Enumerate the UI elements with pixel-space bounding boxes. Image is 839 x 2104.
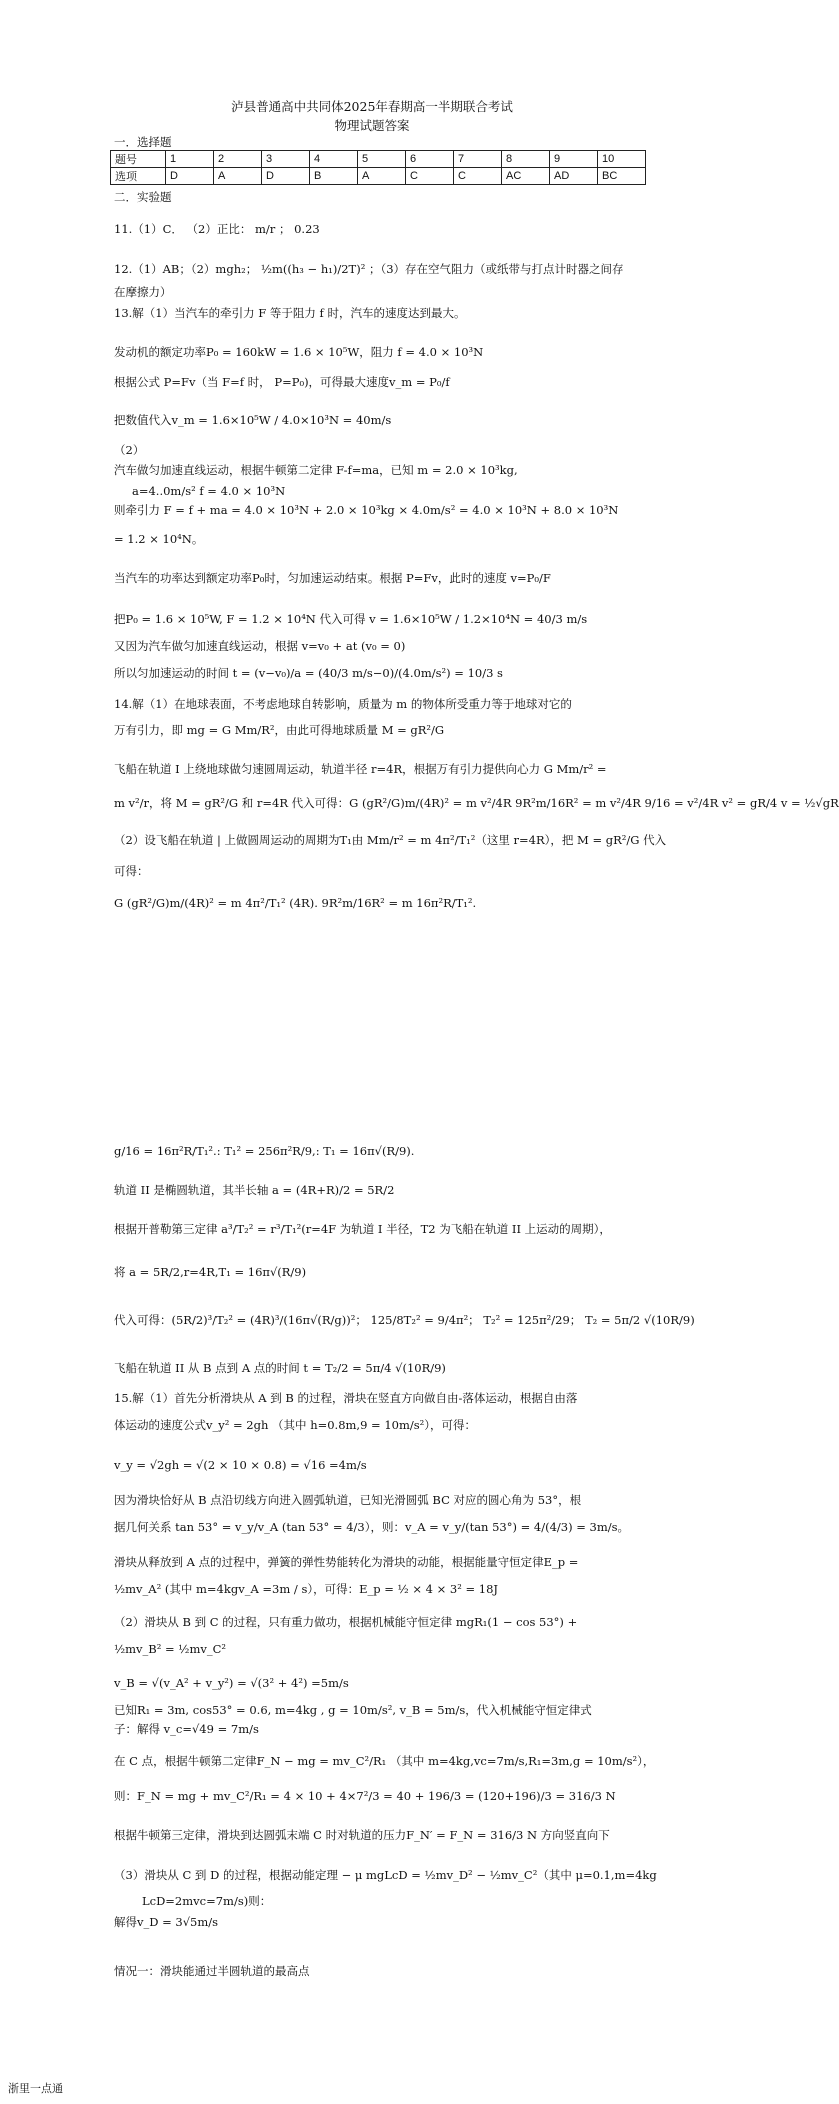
text-line: m v²/r，将 M = gR²/G 和 r=4R 代入可得：G (gR²/G)m/(4R)² = m v²/4R 9R²m/16R² = m v²/4R 9/16 = v²/4R v² = gR/4 v = ½√gR: [114, 796, 839, 810]
text-line: 在 C 点，根据牛顿第二定律F_N − mg = mv_C²/R₁ （其中 m=4kg,vc=7m/s,R₁=3m,g = 10m/s²），: [114, 1754, 655, 1768]
table-cell: 9: [550, 151, 598, 168]
text-line: 根据牛顿第三定律，滑块到达圆弧末端 C 时对轨道的压力F_N′ = F_N = 316/3 N 方向竖直向下: [114, 1828, 610, 1842]
table-cell: 5: [358, 151, 406, 168]
text-line: 飞船在轨道 II 从 B 点到 A 点的时间 t = T₂/2 = 5π/4 √(10R/9): [114, 1361, 446, 1375]
text-line: （2）滑块从 B 到 C 的过程，只有重力做功，根据机械能守恒定律 mgR₁(1 − cos 53°) +: [114, 1615, 578, 1629]
text-line: 11.（1）C． （2）正比： m/r ； 0.23: [114, 222, 320, 236]
table-cell: A: [214, 168, 262, 185]
text-line: a=4..0m/s² f = 4.0 × 10³N: [132, 484, 286, 498]
text-line: （2）设飞船在轨道 | 上做圆周运动的周期为T₁由 Mm/r² = m 4π²/T₁²（这里 r=4R），把 M = gR²/G 代入: [114, 833, 667, 847]
text-line: 子：解得 v_c=√49 = 7m/s: [114, 1722, 259, 1736]
text-line: v_B = √(v_A² + v_y²) = √(3² + 4²) =5m/s: [114, 1676, 349, 1690]
table-cell: BC: [598, 168, 646, 185]
text-line: 发动机的额定功率P₀ = 160kW = 1.6 × 10⁵W，阻力 f = 4.0 × 10³N: [114, 345, 484, 359]
text-line: 据几何关系 tan 53° = v_y/v_A (tan 53° = 4/3），则：v_A = v_y/(tan 53°) = 4/(4/3) = 3m/s。: [114, 1520, 630, 1534]
text-line: 情况一：滑块能通过半圆轨道的最高点: [114, 1964, 310, 1978]
text-line: 在摩擦力）: [114, 285, 172, 299]
section-heading-choice: 一．选择题: [114, 135, 172, 149]
text-line: G (gR²/G)m/(4R)² = m 4π²/T₁² (4R). 9R²m/16R² = m 16π²R/T₁².: [114, 896, 477, 910]
table-cell: C: [406, 168, 454, 185]
text-line: 则：F_N = mg + mv_C²/R₁ = 4 × 10 + 4×7²/3 = 40 + 196/3 = (120+196)/3 = 316/3 N: [114, 1789, 616, 1803]
table-cell: 题号: [111, 151, 166, 168]
table-cell: D: [166, 168, 214, 185]
table-cell: 4: [310, 151, 358, 168]
text-line: 汽车做匀加速直线运动，根据牛顿第二定律 F-f=ma，已知 m = 2.0 × 10³kg,: [114, 463, 518, 477]
text-line: ½mv_B² = ½mv_C²: [114, 1642, 227, 1656]
page-subtitle: 物理试题答案: [334, 118, 410, 133]
text-line: 所以匀加速运动的时间 t = (v−v₀)/a = (40/3 m/s−0)/(4.0m/s²) = 10/3 s: [114, 666, 503, 680]
page-title: 泸县普通高中共同体2025年春期高一半期联合考试: [231, 99, 513, 114]
text-line: 万有引力，即 mg = G Mm/R²，由此可得地球质量 M = gR²/G: [114, 723, 445, 737]
text-line: 根据开普勒第三定律 a³/T₂² = r³/T₁²(r=4F 为轨道 I 半径，T2 为飞船在轨道 II 上运动的周期），: [114, 1222, 611, 1236]
text-line: 把P₀ = 1.6 × 10⁵W, F = 1.2 × 10⁴N 代入可得 v = 1.6×10⁵W / 1.2×10⁴N = 40/3 m/s: [114, 612, 588, 626]
text-line: 体运动的速度公式v_y² = 2gh （其中 h=0.8m,9 = 10m/s²），可得：: [114, 1418, 477, 1432]
text-line: = 1.2 × 10⁴N。: [114, 532, 204, 546]
table-cell: AD: [550, 168, 598, 185]
text-line: （2）: [114, 443, 145, 457]
footer-watermark: 浙里一点通: [8, 2082, 63, 2095]
table-cell: 7: [454, 151, 502, 168]
text-line: 13.解（1）当汽车的牵引力 F 等于阻力 f 时，汽车的速度达到最大。: [114, 306, 466, 320]
table-cell: 8: [502, 151, 550, 168]
table-cell: A: [358, 168, 406, 185]
text-line: 12.（1）AB；（2）mgh₂； ½m((h₃ − h₁)/2T)² ；（3）存在空气阻力（或纸带与打点计时器之间存: [114, 262, 624, 276]
text-line: 14.解（1）在地球表面，不考虑地球自转影响，质量为 m 的物体所受重力等于地球对它的: [114, 697, 572, 711]
text-line: ½mv_A² (其中 m=4kgv_A =3m / s），可得：E_p = ½ × 4 × 3² = 18J: [114, 1582, 499, 1596]
section-heading-experiment: 二．实验题: [114, 190, 172, 204]
text-line: 根据公式 P=Fv（当 F=f 时， P=P₀)，可得最大速度v_m = P₀/f: [114, 375, 450, 389]
table-cell: C: [454, 168, 502, 185]
text-line: 则牵引力 F = f + ma = 4.0 × 10³N + 2.0 × 10³kg × 4.0m/s² = 4.0 × 10³N + 8.0 × 10³N: [114, 503, 619, 517]
table-cell: AC: [502, 168, 550, 185]
text-line: 已知R₁ = 3m, cos53° = 0.6, m=4kg , g = 10m/s², v_B = 5m/s，代入机械能守恒定律式: [114, 1703, 592, 1717]
text-line: 飞船在轨道 I 上绕地球做匀速圆周运动，轨道半径 r=4R，根据万有引力提供向心力 G Mm/r² =: [114, 762, 607, 776]
text-line: 可得：: [114, 864, 149, 878]
text-line: 当汽车的功率达到额定功率P₀时，匀加速运动结束。根据 P=Fv，此时的速度 v=P₀/F: [114, 571, 551, 585]
text-line: g/16 = 16π²R/T₁².: T₁² = 256π²R/9,: T₁ = 16π√(R/9).: [114, 1144, 415, 1158]
table-cell: 选项: [111, 168, 166, 185]
table-cell: B: [310, 168, 358, 185]
text-line: LcD=2mvc=7m/s)则：: [142, 1894, 272, 1908]
text-line: （3）滑块从 C 到 D 的过程，根据动能定理 − μ mgLcD = ½mv_D² − ½mv_C²（其中 μ=0.1,m=4kg: [114, 1868, 657, 1882]
text-line: 又因为汽车做匀加速直线运动，根据 v=v₀ + at (v₀ = 0): [114, 639, 406, 653]
table-cell: 10: [598, 151, 646, 168]
text-line: 因为滑块恰好从 B 点沿切线方向进入圆弧轨道，已知光滑圆弧 BC 对应的圆心角为 53°，根: [114, 1493, 582, 1507]
table-cell: 6: [406, 151, 454, 168]
table-cell: 3: [262, 151, 310, 168]
text-line: 15.解（1）首先分析滑块从 A 到 B 的过程，滑块在竖直方向做自由-落体运动，根据自由落: [114, 1391, 578, 1405]
table-cell: 2: [214, 151, 262, 168]
text-line: v_y = √2gh = √(2 × 10 × 0.8) = √16 =4m/s: [114, 1458, 367, 1472]
text-line: 解得v_D = 3√5m/s: [114, 1915, 219, 1929]
text-line: 滑块从释放到 A 点的过程中，弹簧的弹性势能转化为滑块的动能，根据能量守恒定律E_p =: [114, 1555, 579, 1569]
table-cell: D: [262, 168, 310, 185]
table-cell: 1: [166, 151, 214, 168]
text-line: 将 a = 5R/2,r=4R,T₁ = 16π√(R/9): [114, 1265, 307, 1279]
text-line: 轨道 II 是椭圆轨道，其半长轴 a = (4R+R)/2 = 5R/2: [114, 1183, 395, 1197]
answer-table: [110, 150, 646, 185]
text-line: 把数值代入v_m = 1.6×10⁵W / 4.0×10³N = 40m/s: [114, 413, 392, 427]
text-line: 代入可得：(5R/2)³/T₂² = (4R)³/(16π√(R/g))²； 125/8T₂² = 9/4π²； T₂² = 125π²/29； T₂ = 5π/2 √(10R/9): [114, 1313, 695, 1327]
table-row: [111, 168, 646, 185]
table-row: [111, 151, 646, 168]
